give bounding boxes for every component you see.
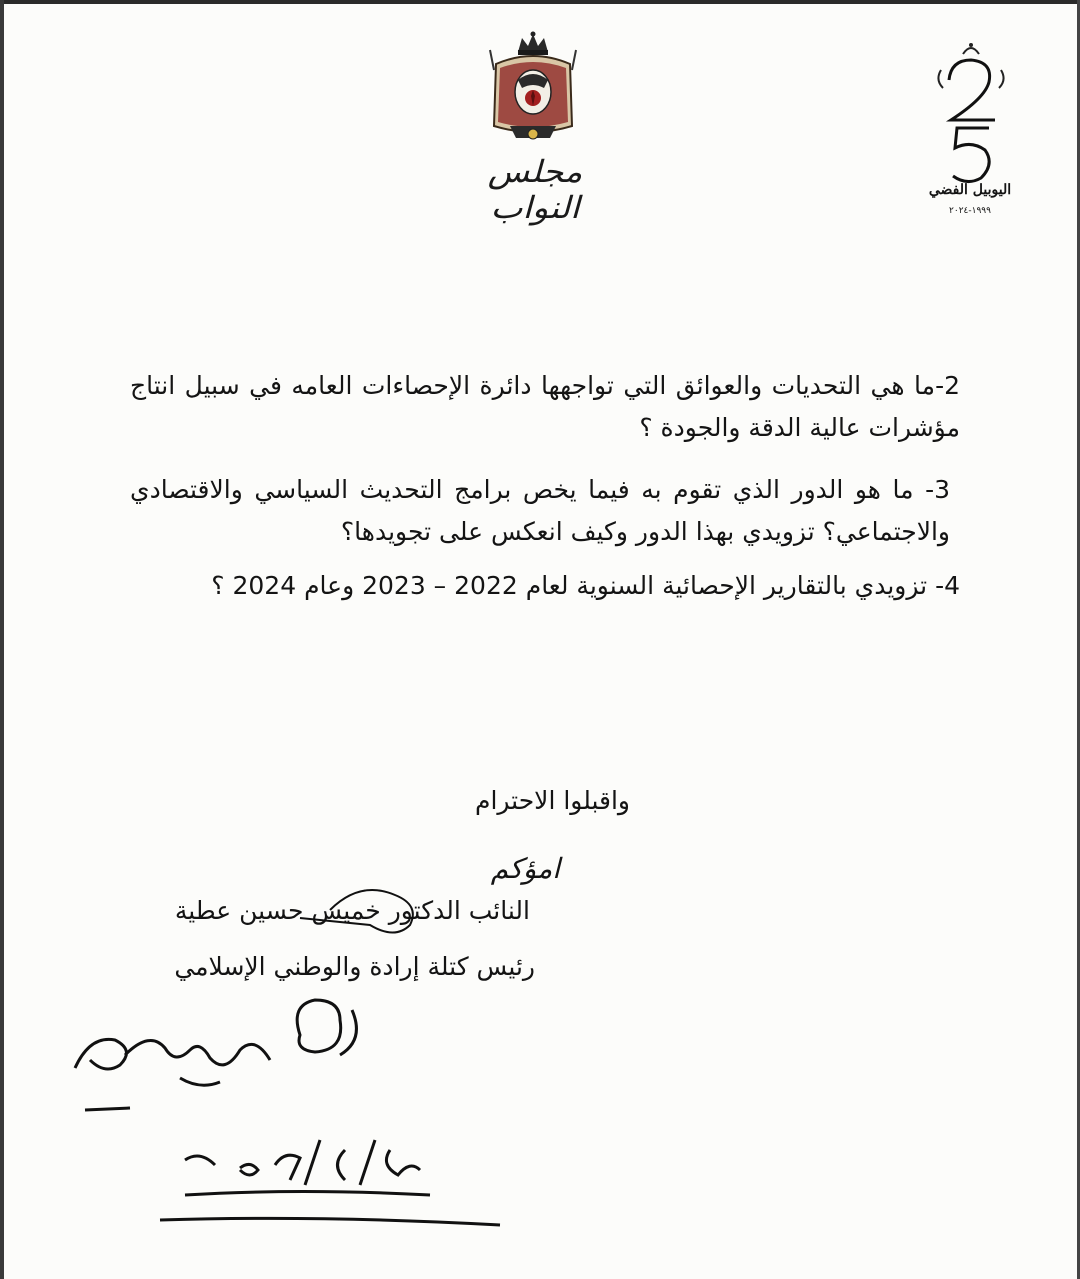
signatory-title: رئيس كتلة إرادة والوطني الإسلامي <box>174 952 535 981</box>
jubilee-25-icon <box>935 40 1007 190</box>
parliament-name: مجلس النواب <box>487 154 583 226</box>
handwritten-note: امؤكم <box>490 852 560 885</box>
closing-greeting: واقبلوا الاحترام <box>474 786 630 815</box>
question-3: 3- ما هو الدور الذي تقوم به فيما يخص برامج التحديث السياسي والاقتصادي والاجتماعي؟ تزويدي بهذا الدور وكيف انعكس على تجويدها؟ <box>130 475 950 546</box>
signatory-name: النائب الدكتور خميس حسين عطية <box>174 896 530 925</box>
question-2: 2-ما هي التحديات والعوائق التي تواجهها دائرة الإحصاءات العامه في سبيل انتاج مؤشرات عالية الدقة والجودة ؟ <box>130 371 960 442</box>
royal-crest-icon <box>488 30 578 145</box>
page-border-top <box>0 0 1080 4</box>
signature-stroke <box>75 1039 270 1085</box>
jubilee-years: ١٩٩٩-٢٠٢٤ <box>949 206 991 216</box>
questions-list <box>130 365 960 619</box>
jubilee-caption: اليوبيل الفضي <box>928 182 1012 198</box>
page-border-left <box>0 0 4 1279</box>
signature-loop <box>297 1000 356 1055</box>
date-stroke <box>185 1140 420 1185</box>
question-4: 4- تزويدي بالتقارير الإحصائية السنوية لعام 2022 – 2023 وعام 2024 ؟ <box>211 571 960 600</box>
